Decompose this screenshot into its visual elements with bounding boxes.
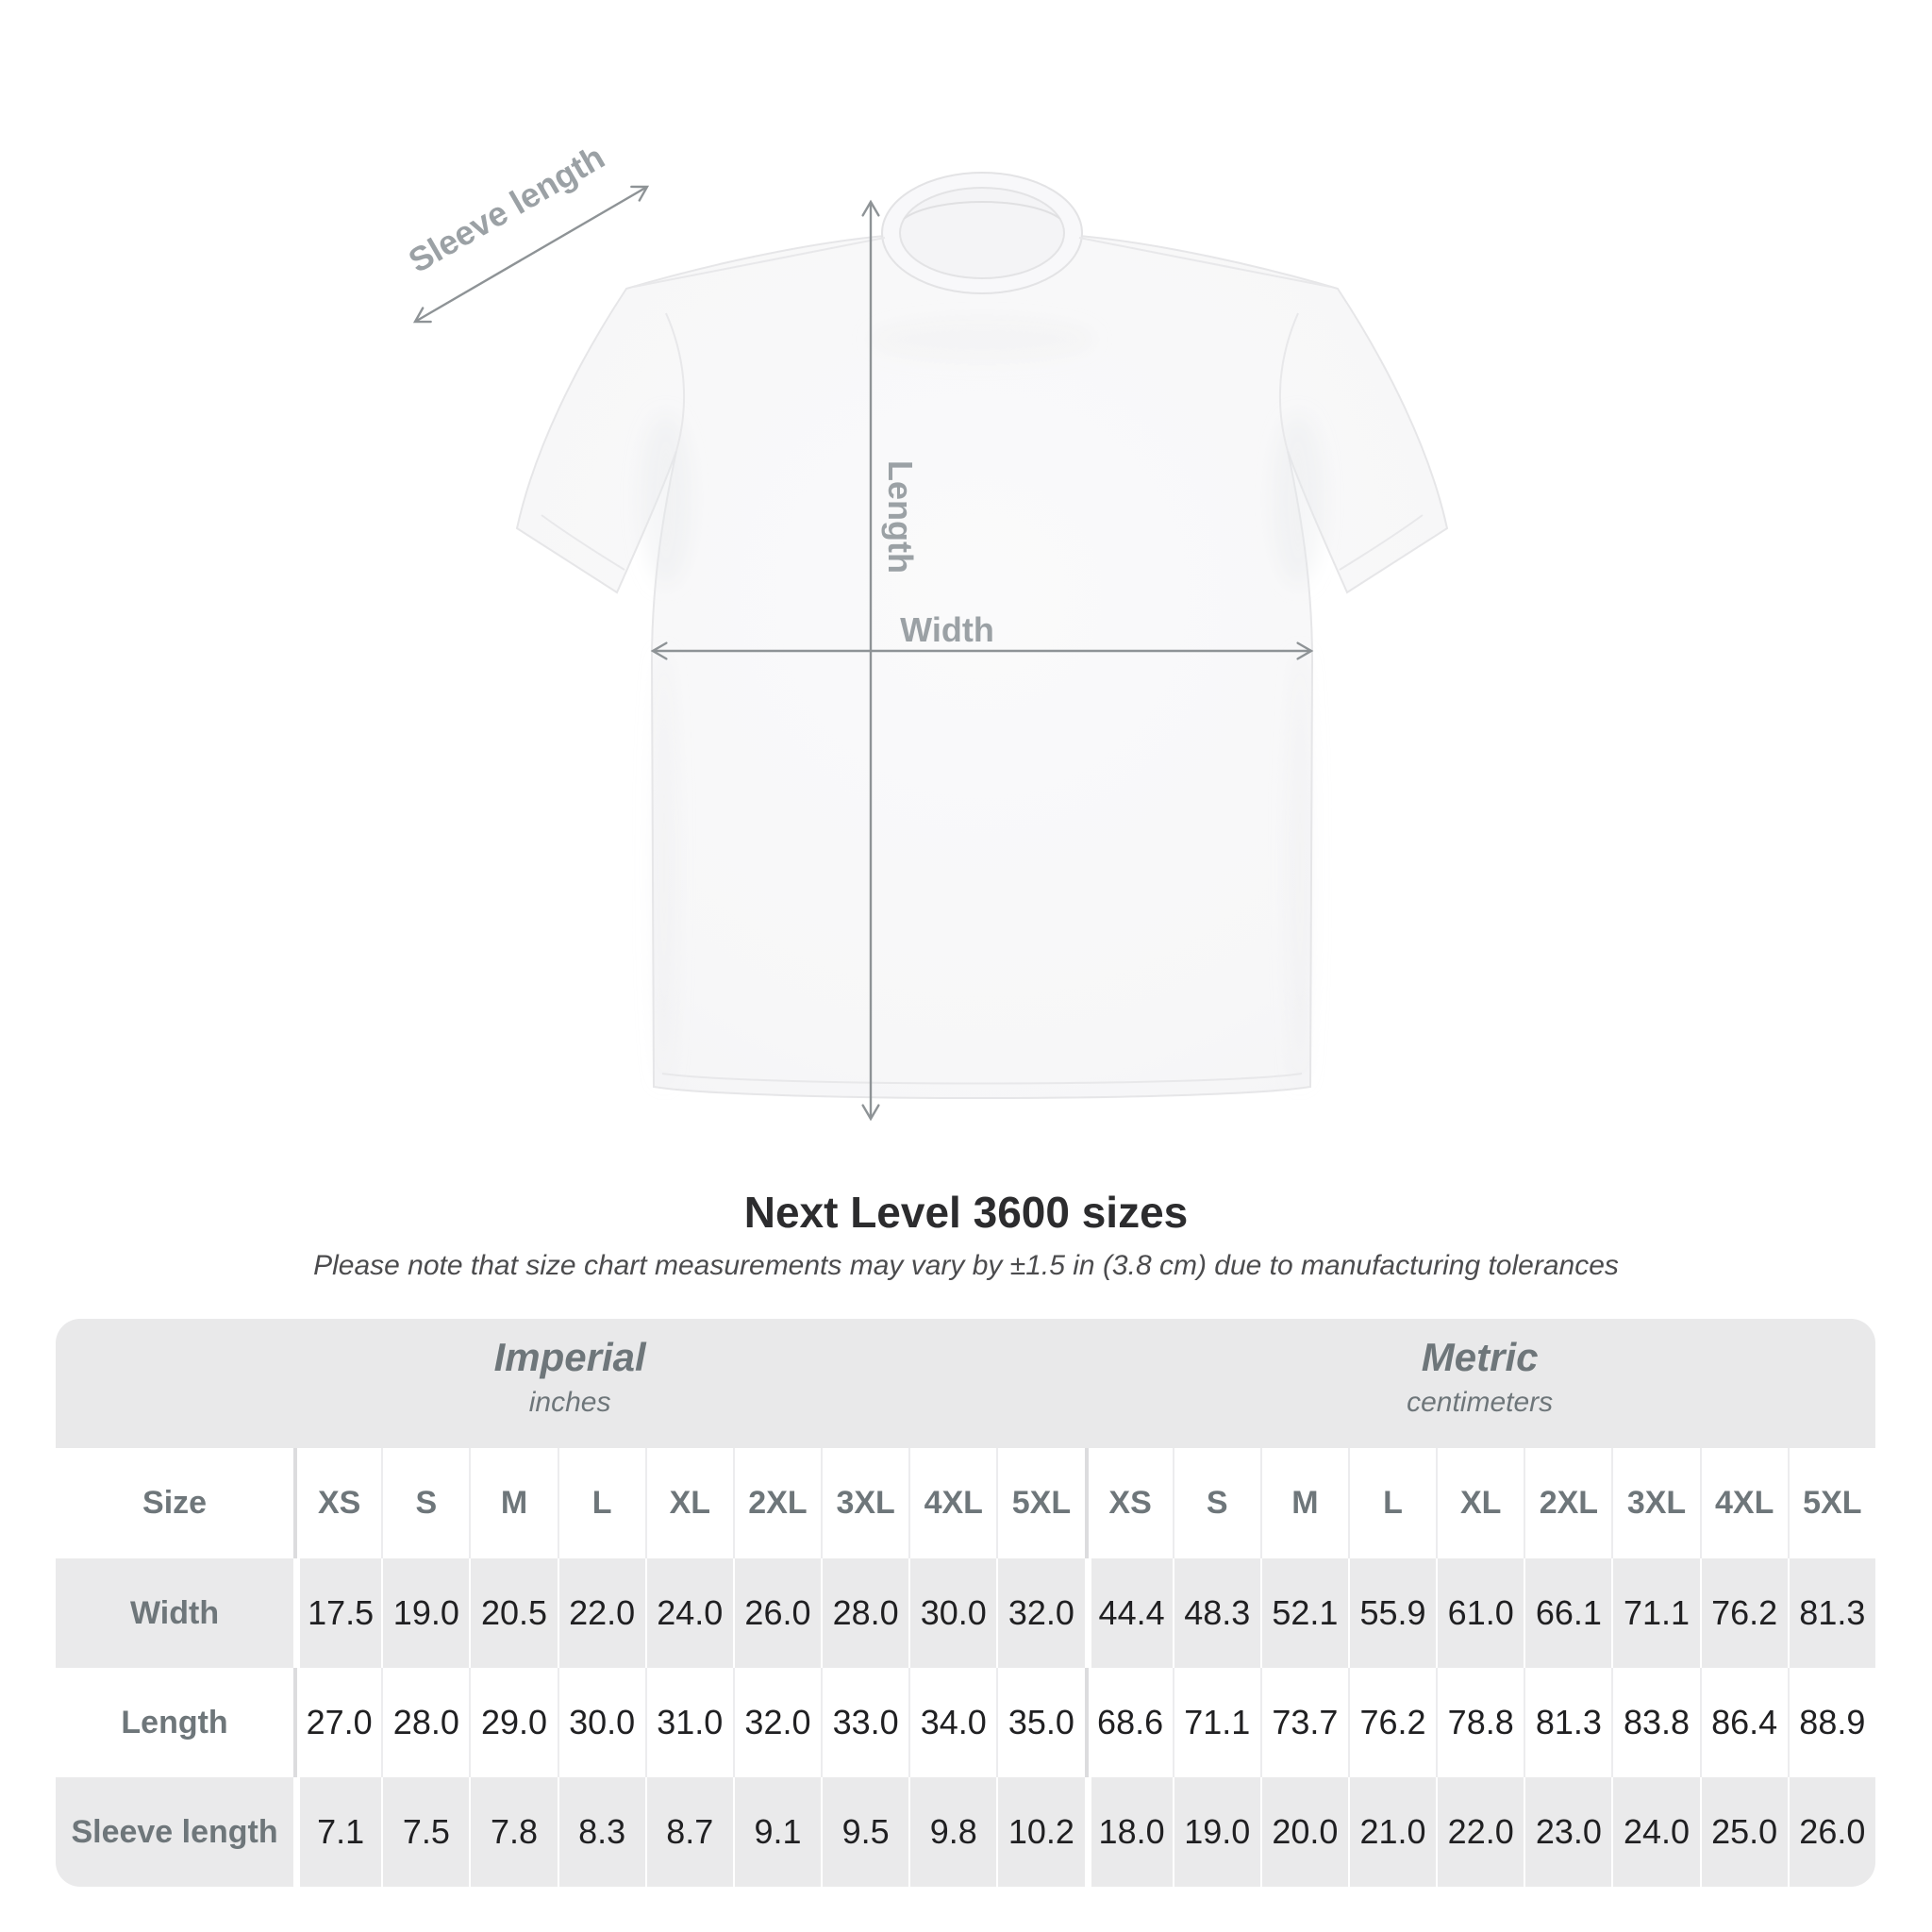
table-cell: 8.3 [558, 1777, 645, 1887]
size-col-header: L [558, 1448, 645, 1558]
table-cell: 26.0 [733, 1558, 821, 1668]
table-cell: 71.1 [1173, 1668, 1260, 1777]
size-corner-header: Size [142, 1485, 208, 1521]
table-cell: 55.9 [1348, 1558, 1436, 1668]
metric-label: Metric [1421, 1335, 1539, 1379]
table-cell: 88.9 [1788, 1668, 1875, 1777]
size-col-header: S [1173, 1448, 1260, 1558]
table-cell: 7.8 [469, 1777, 557, 1887]
row-label: Sleeve length [71, 1813, 278, 1850]
size-col-header: 3XL [1611, 1448, 1699, 1558]
table-row [56, 1777, 1875, 1887]
size-table [56, 1319, 1875, 1887]
table-cell: 48.3 [1173, 1558, 1260, 1668]
table-row [56, 1668, 1875, 1777]
table-cell: 26.0 [1788, 1777, 1875, 1887]
table-cell: 44.4 [1085, 1558, 1173, 1668]
size-col-header: M [1260, 1448, 1348, 1558]
size-col-header: M [469, 1448, 557, 1558]
table-rows [56, 1558, 1875, 1887]
table-cell: 78.8 [1436, 1668, 1524, 1777]
table-cell: 31.0 [645, 1668, 733, 1777]
unit-group-metric [1084, 1319, 1875, 1448]
table-cell: 20.0 [1260, 1777, 1348, 1887]
table-cell: 34.0 [908, 1668, 996, 1777]
table-cell: 32.0 [996, 1558, 1084, 1668]
table-cell: 76.2 [1700, 1558, 1788, 1668]
length-label: Length [881, 460, 920, 574]
table-cell: 73.7 [1260, 1668, 1348, 1777]
table-cell: 27.0 [293, 1668, 381, 1777]
row-label: Length [121, 1704, 228, 1740]
table-cell: 20.5 [469, 1558, 557, 1668]
size-col-header: S [381, 1448, 469, 1558]
table-cell: 83.8 [1611, 1668, 1699, 1777]
size-col-header: 4XL [1700, 1448, 1788, 1558]
tolerance-note: Please note that size chart measurements may vary by ±1.5 in (3.8 cm) due to manufacturing tolerances [313, 1250, 1619, 1281]
table-cell: 7.5 [381, 1777, 469, 1887]
table-cell: 30.0 [908, 1558, 996, 1668]
table-cell: 21.0 [1348, 1777, 1436, 1887]
size-col-header: 2XL [1524, 1448, 1611, 1558]
unit-group-imperial [56, 1319, 1084, 1448]
table-cell: 30.0 [558, 1668, 645, 1777]
size-header-row [56, 1448, 1875, 1558]
size-col-header: XL [1436, 1448, 1524, 1558]
size-col-header: 5XL [1788, 1448, 1875, 1558]
size-col-header: 2XL [733, 1448, 821, 1558]
sleeve-length-label: Sleeve length [402, 137, 611, 280]
table-cell: 17.5 [293, 1558, 381, 1668]
table-row [56, 1558, 1875, 1668]
table-cell: 81.3 [1788, 1558, 1875, 1668]
table-cell: 19.0 [1173, 1777, 1260, 1887]
table-cell: 35.0 [996, 1668, 1084, 1777]
row-label: Width [130, 1594, 220, 1631]
metric-unit-label: centimeters [1407, 1387, 1554, 1418]
table-cell: 9.1 [733, 1777, 821, 1887]
size-col-header: L [1348, 1448, 1436, 1558]
table-cell: 22.0 [1436, 1777, 1524, 1887]
size-col-header: XS [1085, 1448, 1173, 1558]
unit-band [56, 1319, 1875, 1448]
table-cell: 19.0 [381, 1558, 469, 1668]
table-cell: 7.1 [293, 1777, 381, 1887]
page-title: Next Level 3600 sizes [743, 1188, 1189, 1237]
table-cell: 24.0 [1611, 1777, 1699, 1887]
table-cell: 28.0 [381, 1668, 469, 1777]
size-col-header: 5XL [996, 1448, 1084, 1558]
table-cell: 29.0 [469, 1668, 557, 1777]
table-cell: 10.2 [996, 1777, 1084, 1887]
table-cell: 61.0 [1436, 1558, 1524, 1668]
table-cell: 18.0 [1085, 1777, 1173, 1887]
table-cell: 76.2 [1348, 1668, 1436, 1777]
table-cell: 8.7 [645, 1777, 733, 1887]
size-col-header: XS [293, 1448, 381, 1558]
width-label: Width [900, 610, 994, 649]
table-cell: 24.0 [645, 1558, 733, 1668]
table-cell: 28.0 [821, 1558, 908, 1668]
table-cell: 66.1 [1524, 1558, 1611, 1668]
table-cell: 22.0 [558, 1558, 645, 1668]
table-cell: 9.5 [821, 1777, 908, 1887]
imperial-label: Imperial [493, 1335, 646, 1379]
table-cell: 33.0 [821, 1668, 908, 1777]
table-cell: 25.0 [1700, 1777, 1788, 1887]
table-cell: 71.1 [1611, 1558, 1699, 1668]
table-cell: 52.1 [1260, 1558, 1348, 1668]
imperial-unit-label: inches [528, 1387, 611, 1418]
table-cell: 68.6 [1085, 1668, 1173, 1777]
table-cell: 81.3 [1524, 1668, 1611, 1777]
table-cell: 23.0 [1524, 1777, 1611, 1887]
table-cell: 32.0 [733, 1668, 821, 1777]
size-col-header: 3XL [821, 1448, 908, 1558]
size-col-header: 4XL [908, 1448, 996, 1558]
table-cell: 9.8 [908, 1777, 996, 1887]
table-cell: 86.4 [1700, 1668, 1788, 1777]
size-col-header: XL [645, 1448, 733, 1558]
